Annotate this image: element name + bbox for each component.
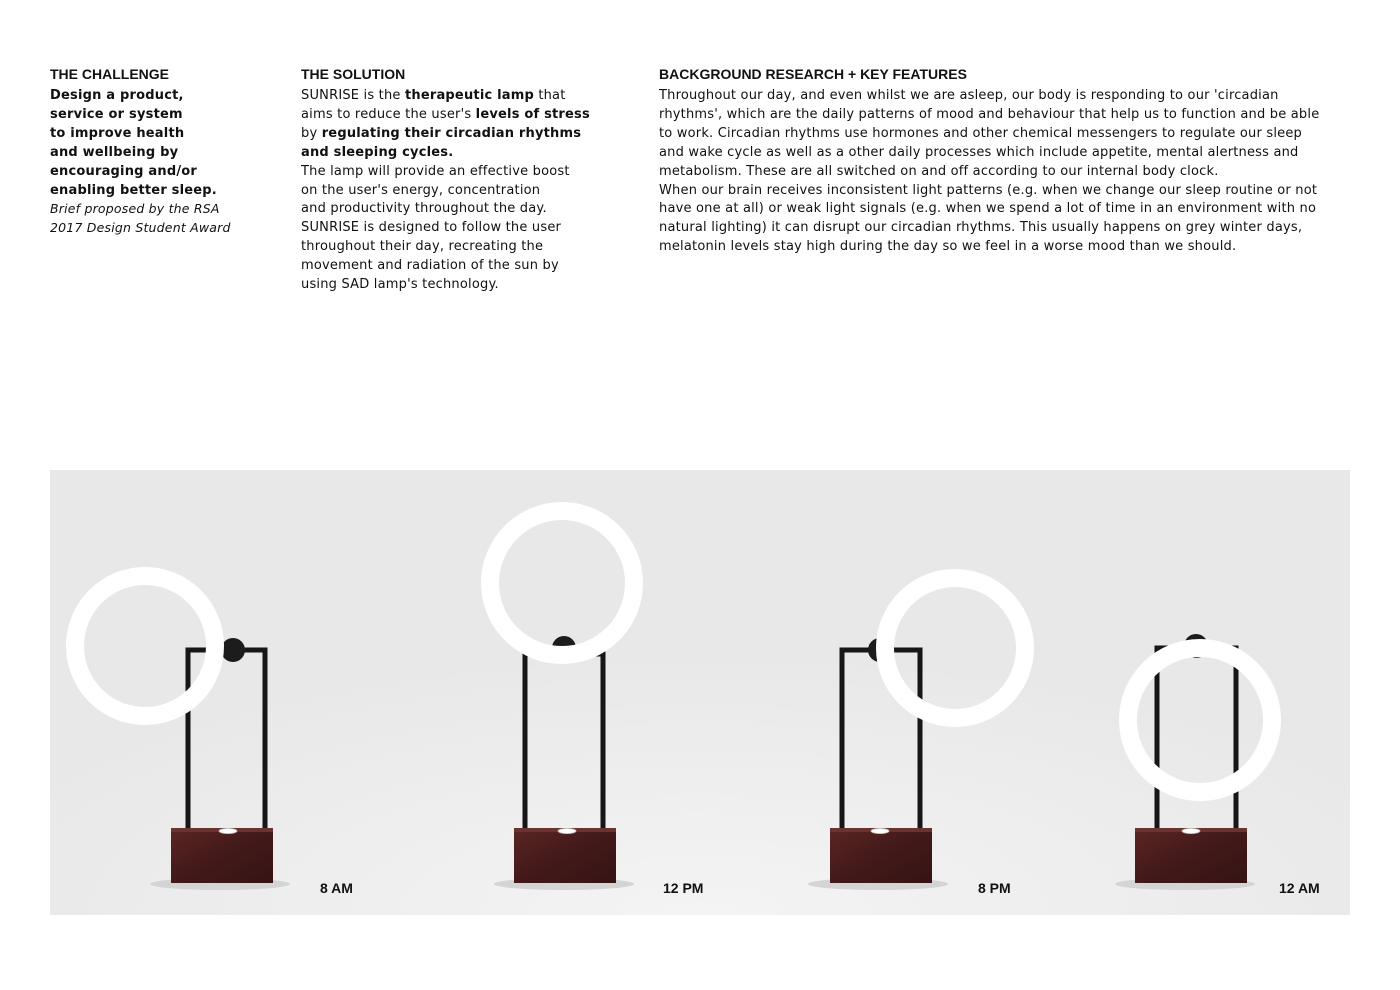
solution-emphasis: regulating their circadian rhythms — [321, 125, 582, 141]
research-line: rhythms', which are the daily patterns of mood and behaviour that help us to function and be able — [659, 106, 1320, 122]
challenge-column — [50, 64, 250, 238]
challenge-line: and wellbeing by — [50, 144, 179, 160]
solution-text: by — [301, 125, 322, 141]
research-line: natural lighting) it can disrupt our circadian rhythms. This usually happens on grey winter days, — [659, 220, 1303, 236]
challenge-line: service or system — [50, 106, 183, 122]
solution-line: SUNRISE is designed to follow the user — [301, 220, 562, 236]
solution-line: throughout their day, recreating the — [301, 239, 544, 255]
research-line: When our brain receives inconsistent light patterns (e.g. when we change our sleep routine or not — [659, 182, 1318, 198]
solution-text: that — [533, 88, 566, 103]
brief-line: 2017 Design Student Award — [50, 220, 231, 236]
lamp-render-panel — [50, 470, 1350, 915]
base-button — [558, 828, 576, 833]
solution-text: SUNRISE is the — [301, 88, 405, 103]
research-line: metabolism. These are all switched on and off according to our internal body clock. — [659, 163, 1219, 179]
time-label-8am: 8 AM — [320, 880, 353, 896]
time-label-12pm: 12 PM — [663, 880, 704, 896]
solution-line: and sleeping cycles. — [301, 144, 454, 160]
solution-emphasis: levels of stress — [475, 106, 590, 122]
wooden-base — [514, 828, 616, 883]
solution-column — [301, 64, 601, 295]
wooden-base — [830, 828, 932, 883]
challenge-line: enabling better sleep. — [50, 182, 217, 198]
solution-line: using SAD lamp's technology. — [301, 277, 499, 293]
brief-line: Brief proposed by the RSA — [50, 201, 220, 217]
solution-line — [301, 87, 601, 106]
research-line: and wake cycle as well as a other daily processes which include appetite, mental alertness and — [659, 144, 1299, 160]
base-button — [871, 828, 889, 833]
research-line: Throughout our day, and even whilst we are asleep, our body is responding to our 'circadian — [659, 88, 1279, 103]
base-button — [219, 828, 237, 833]
solution-line — [301, 125, 601, 144]
research-line: to work. Circadian rhythms use hormones and other chemical messengers to regulate our sleep — [659, 125, 1302, 141]
solution-line: on the user's energy, concentration — [301, 182, 541, 198]
solution-line: and productivity throughout the day. — [301, 201, 547, 217]
research-column — [659, 64, 1359, 257]
research-heading: BACKGROUND RESEARCH + KEY FEATURES — [659, 66, 967, 82]
solution-line — [301, 106, 601, 125]
time-label-8pm: 8 PM — [978, 880, 1011, 896]
research-line: melatonin levels stay high during the day so we feel in a worse mood than we should. — [659, 239, 1237, 255]
time-label-12am: 12 AM — [1279, 880, 1320, 896]
solution-line: The lamp will provide an effective boost — [301, 163, 570, 179]
base-button — [1182, 828, 1200, 833]
challenge-heading: THE CHALLENGE — [50, 66, 169, 82]
wooden-base — [171, 828, 273, 883]
lamp-pivot — [221, 638, 245, 662]
challenge-line: to improve health — [50, 125, 185, 141]
research-line: have one at all) or weak light signals (e.g. when we spend a lot of time in an environment with no — [659, 201, 1317, 217]
wooden-base — [1135, 828, 1247, 883]
lamp-illustrations — [50, 470, 1350, 915]
solution-text: aims to reduce the user's — [301, 106, 476, 122]
solution-line: movement and radiation of the sun by — [301, 258, 559, 274]
solution-heading: THE SOLUTION — [301, 66, 406, 82]
challenge-line: Design a product, — [50, 88, 184, 103]
solution-emphasis: therapeutic lamp — [404, 88, 534, 103]
challenge-line: encouraging and/or — [50, 163, 198, 179]
